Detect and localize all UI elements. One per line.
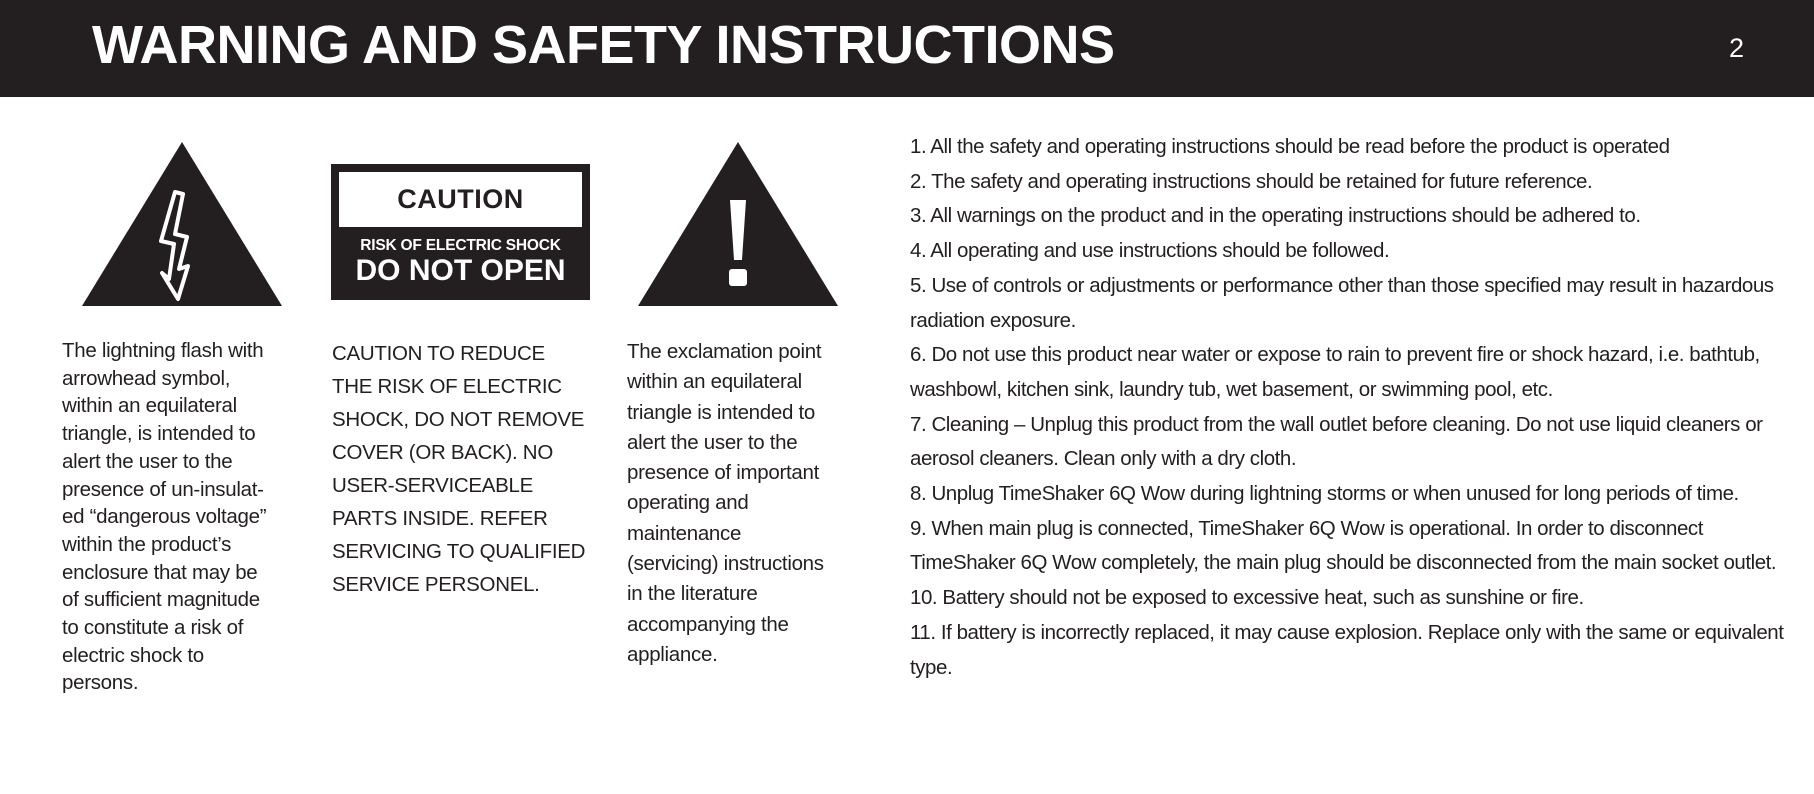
instruction-item: 2. The safety and operating instructions should be retained for future reference. — [910, 169, 1593, 193]
exclamation-symbol-description: The exclamation point within an equilateral triangle is intended to alert the user to the presence of important operating and maintenance (servicing) instructions in the literature accompanying the appliance. — [627, 340, 824, 666]
caution-subtitle: RISK OF ELECTRIC SHOCK — [360, 237, 561, 254]
instruction-item: 3. All warnings on the product and in the operating instructions should be adhered to. — [910, 204, 1641, 228]
safety-instructions-list — [910, 130, 1790, 685]
lightning-warning-icon — [82, 142, 282, 313]
caution-description: CAUTION TO REDUCE THE RISK OF ELECTRIC SHOCK, DO NOT REMOVE COVER (OR BACK). NO USER-SERVICEABLE PARTS INSIDE. REFER SERVICING TO QUALIFIED SERVICE PERSONEL. — [332, 342, 586, 596]
instruction-item: 7. Cleaning – Unplug this product from the wall outlet before cleaning. Do not use liquid cleaners or aerosol cleaners. Clean only with a dry cloth. — [910, 412, 1763, 471]
instruction-item: 5. Use of controls or adjustments or performance other than those specified may result in hazardous radiation exposure. — [910, 273, 1774, 332]
exclamation-warning-icon — [638, 142, 838, 313]
lightning-symbol-description: The lightning flash with arrowhead symbol, within an equilateral triangle, is intended to alert the user to the presence of un-insulat- ed “dangerous voltage” within the product’s enclosure that may be of sufficient magnitude to constitute a risk of electric shock to persons. — [62, 339, 267, 695]
instruction-item: 4. All operating and use instructions should be followed. — [910, 239, 1390, 263]
instruction-item: 1. All the safety and operating instructions should be read before the product is operated — [910, 135, 1670, 158]
caution-title: CAUTION — [339, 172, 582, 227]
instruction-item: 6. Do not use this product near water or expose to rain to prevent fire or shock hazard, i.e. bathtub, washbowl, kitchen sink, laundry tub, wet basement, or swimming pool, etc. — [910, 343, 1760, 401]
page-title: WARNING AND SAFETY INSTRUCTIONS — [92, 15, 1115, 75]
instruction-item: 9. When main plug is connected, TimeShaker 6Q Wow is operational. In order to disconnect TimeShaker 6Q Wow completely, the main plug should be disconnected from the main socket outlet. — [910, 516, 1777, 575]
page-header — [0, 0, 1814, 97]
caution-label — [331, 164, 590, 300]
instruction-item: 8. Unplug TimeShaker 6Q Wow during lightning storms or when unused for long periods of time. — [910, 482, 1739, 506]
caution-main-text: DO NOT OPEN — [355, 254, 566, 287]
instruction-item: 11. If battery is incorrectly replaced, it may cause explosion. Replace only with the same or equivalent type. — [910, 620, 1784, 679]
page-number: 2 — [1728, 33, 1744, 63]
instruction-item: 10. Battery should not be exposed to excessive heat, such as sunshine or fire. — [910, 586, 1584, 610]
